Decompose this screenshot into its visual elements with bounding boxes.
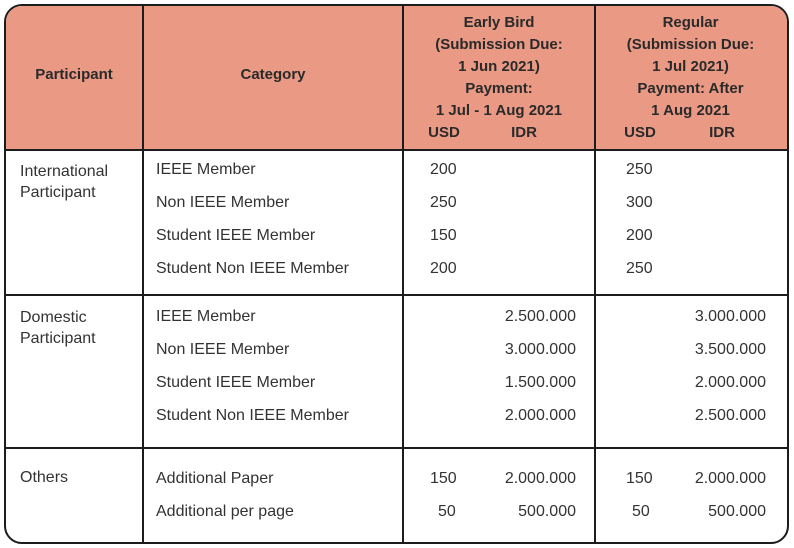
participant-label: Others (20, 469, 69, 486)
reg-idr-cell: 500.000 (708, 503, 766, 520)
reg-usd-cell: 150 (626, 470, 653, 487)
reg-idr-cell: 2.500.000 (694, 407, 766, 424)
participant-label: International (20, 163, 109, 180)
participant-label: Participant (20, 184, 96, 201)
column-divider (142, 6, 144, 542)
reg-idr-cell: 3.000.000 (694, 308, 766, 325)
category-cell: IEEE Member (156, 161, 256, 178)
header-category: Category (240, 66, 306, 83)
eb-idr-cell: 2.000.000 (504, 470, 576, 487)
category-cell: Student IEEE Member (156, 227, 316, 244)
reg-usd-cell: 250 (626, 161, 653, 178)
category-cell: Student IEEE Member (156, 374, 316, 391)
category-cell: Student Non IEEE Member (156, 260, 349, 277)
regular-title: Regular (662, 14, 719, 31)
row-divider (6, 447, 787, 449)
category-cell: Additional per page (156, 503, 294, 520)
early-bird-usd-header: USD (428, 124, 460, 141)
participant-label: Participant (20, 330, 96, 347)
early-bird-payment: Payment: (465, 80, 533, 97)
eb-usd-cell: 200 (430, 260, 457, 277)
early-bird-title: Early Bird (463, 14, 535, 31)
reg-usd-cell: 50 (632, 503, 650, 520)
fee-table (4, 4, 789, 544)
reg-usd-cell: 200 (626, 227, 653, 244)
participant-label: Domestic (20, 309, 87, 326)
row-divider (6, 294, 787, 296)
category-cell: Additional Paper (156, 470, 274, 487)
reg-idr-cell: 3.500.000 (694, 341, 766, 358)
eb-idr-cell: 2.500.000 (504, 308, 576, 325)
early-bird-submission-date: 1 Jun 2021) (458, 58, 540, 75)
eb-idr-cell: 1.500.000 (504, 374, 576, 391)
regular-idr-header: IDR (709, 124, 735, 141)
eb-usd-cell: 150 (430, 470, 457, 487)
early-bird-idr-header: IDR (511, 124, 537, 141)
header-participant: Participant (35, 66, 113, 83)
reg-idr-cell: 2.000.000 (694, 374, 766, 391)
category-cell: IEEE Member (156, 308, 256, 325)
eb-idr-cell: 3.000.000 (504, 341, 576, 358)
regular-usd-header: USD (624, 124, 656, 141)
column-divider (402, 6, 404, 542)
eb-usd-cell: 50 (438, 503, 456, 520)
eb-idr-cell: 2.000.000 (504, 407, 576, 424)
reg-idr-cell: 2.000.000 (694, 470, 766, 487)
column-divider (594, 6, 596, 542)
early-bird-payment-dates: 1 Jul - 1 Aug 2021 (435, 102, 563, 119)
eb-usd-cell: 150 (430, 227, 457, 244)
row-divider (6, 149, 787, 151)
category-cell: Student Non IEEE Member (156, 407, 349, 424)
eb-idr-cell: 500.000 (518, 503, 576, 520)
reg-usd-cell: 300 (626, 194, 653, 211)
reg-usd-cell: 250 (626, 260, 653, 277)
early-bird-submission: (Submission Due: (435, 36, 563, 53)
eb-usd-cell: 250 (430, 194, 457, 211)
category-cell: Non IEEE Member (156, 194, 290, 211)
regular-payment-date: 1 Aug 2021 (651, 102, 730, 119)
regular-submission: (Submission Due: (626, 36, 755, 53)
category-cell: Non IEEE Member (156, 341, 290, 358)
regular-payment: Payment: After (637, 80, 744, 97)
eb-usd-cell: 200 (430, 161, 457, 178)
regular-submission-date: 1 Jul 2021) (652, 58, 729, 75)
